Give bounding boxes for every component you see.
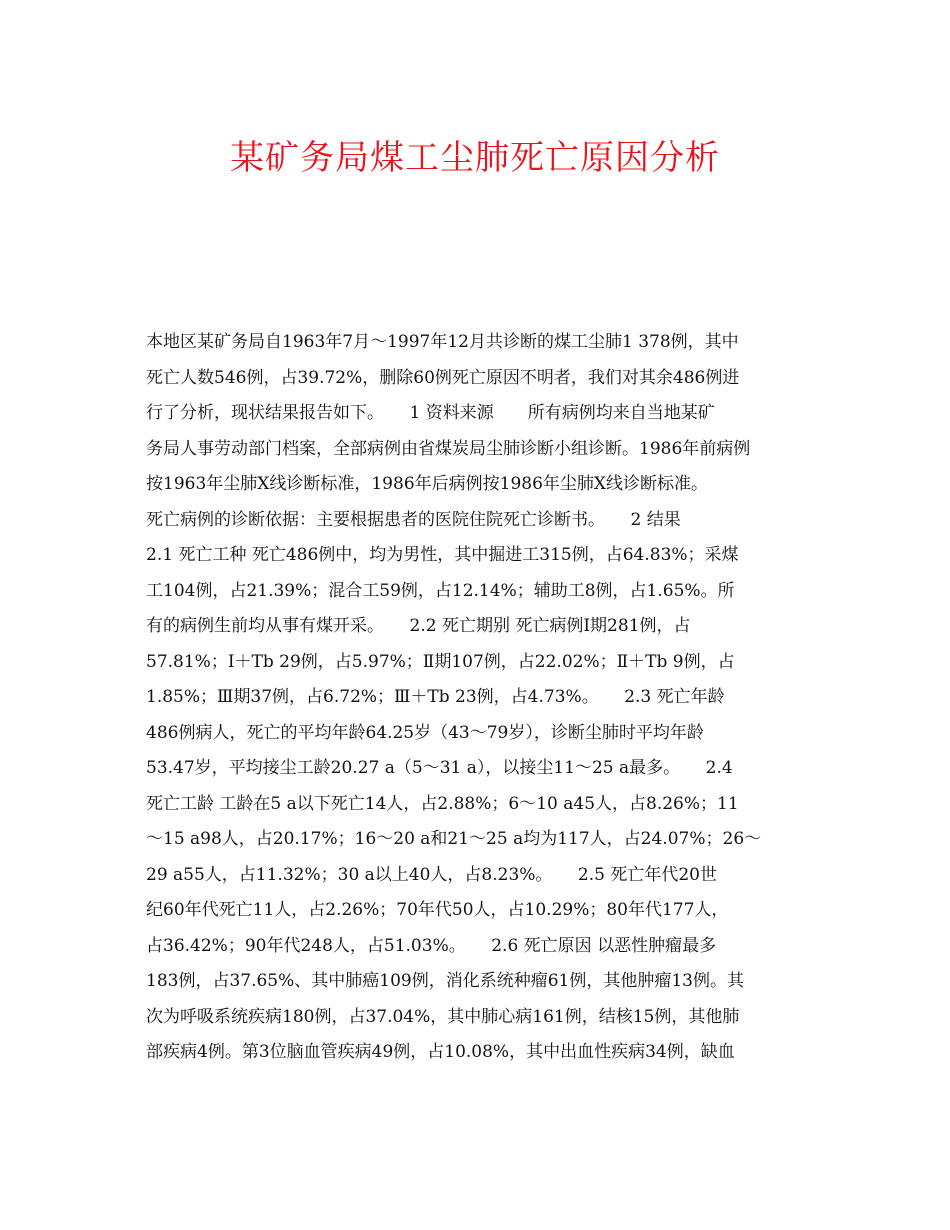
body-line: 务局人事劳动部门档案，全部病例由省煤炭局尘肺诊断小组诊断。1986年前病例 (146, 438, 751, 459)
body-line: 486例病人，死亡的平均年龄64.25岁（43～79岁），诊断尘肺时平均年龄 (146, 722, 704, 743)
body-line: 死亡人数546例，占39.72%，删除60例死亡原因不明者，我们对其余486例进 (146, 367, 740, 388)
body-line: 2.1 死亡工种 死亡486例中，均为男性，其中掘进工315例，占64.83%；采煤 (146, 545, 739, 565)
document-body (146, 330, 806, 1076)
body-line: ～15 a98人，占20.17%；16～20 a和21～25 a均为117人，占24.07%；26～ (146, 829, 762, 849)
body-line: 工104例，占21.39%；混合工59例，占12.14%；辅助工8例，占1.65%。所 (146, 580, 735, 601)
body-line: 纪60年代死亡11人，占2.26%；70年代50人，占10.29%；80年代177人， (146, 900, 729, 920)
body-line: 部疾病4例。第3位脑血管疾病49例，占10.08%，其中出血性疾病34例，缺血 (146, 1042, 735, 1062)
body-line: 占36.42%；90年代248人，占51.03%。 2.6 死亡原因 以恶性肿瘤最多 (146, 935, 717, 956)
body-line: 57.81%；Ⅰ＋Tb 29例，占5.97%；Ⅱ期107例，占22.02%；Ⅱ＋Tb 9例，占 (146, 651, 735, 672)
body-line: 183例，占37.65%、其中肺癌109例，消化系统种瘤61例，其他肿瘤13例。其 (146, 971, 744, 991)
body-line: 1.85%；Ⅲ期37例，占6.72%；Ⅲ＋Tb 23例，占4.73%。 2.3 死亡年龄 (146, 687, 725, 707)
body-line: 行了分析，现状结果报告如下。 1 资料来源 所有病例均来自当地某矿 (146, 403, 715, 423)
document-title: 某矿务局煤工尘肺死亡原因分析 (230, 138, 720, 178)
body-line: 本地区某矿务局自1963年7月～1997年12月共诊断的煤工尘肺1 378例，其中 (146, 332, 739, 352)
body-line: 53.47岁，平均接尘工龄20.27 a（5～31 a），以接尘11～25 a最多。 2.4 (146, 758, 733, 778)
body-line: 按1963年尘肺X线诊断标准，1986年后病例按1986年尘肺X线诊断标准。 (146, 474, 708, 494)
body-line: 有的病例生前均从事有煤开采。 2.2 死亡期别 死亡病例Ⅰ期281例，占 (146, 616, 691, 636)
body-line: 次为呼吸系统疾病180例，占37.04%，其中肺心病161例，结核15例，其他肺 (146, 1006, 740, 1027)
body-line: 死亡病例的诊断依据：主要根据患者的医院住院死亡诊断书。 2 结果 (146, 509, 681, 530)
body-line: 29 a55人，占11.32%；30 a以上40人，占8.23%。 2.5 死亡年代20世 (146, 864, 718, 885)
body-line: 死亡工龄 工龄在5 a以下死亡14人，占2.88%；6～10 a45人，占8.26%；11 (146, 793, 739, 814)
